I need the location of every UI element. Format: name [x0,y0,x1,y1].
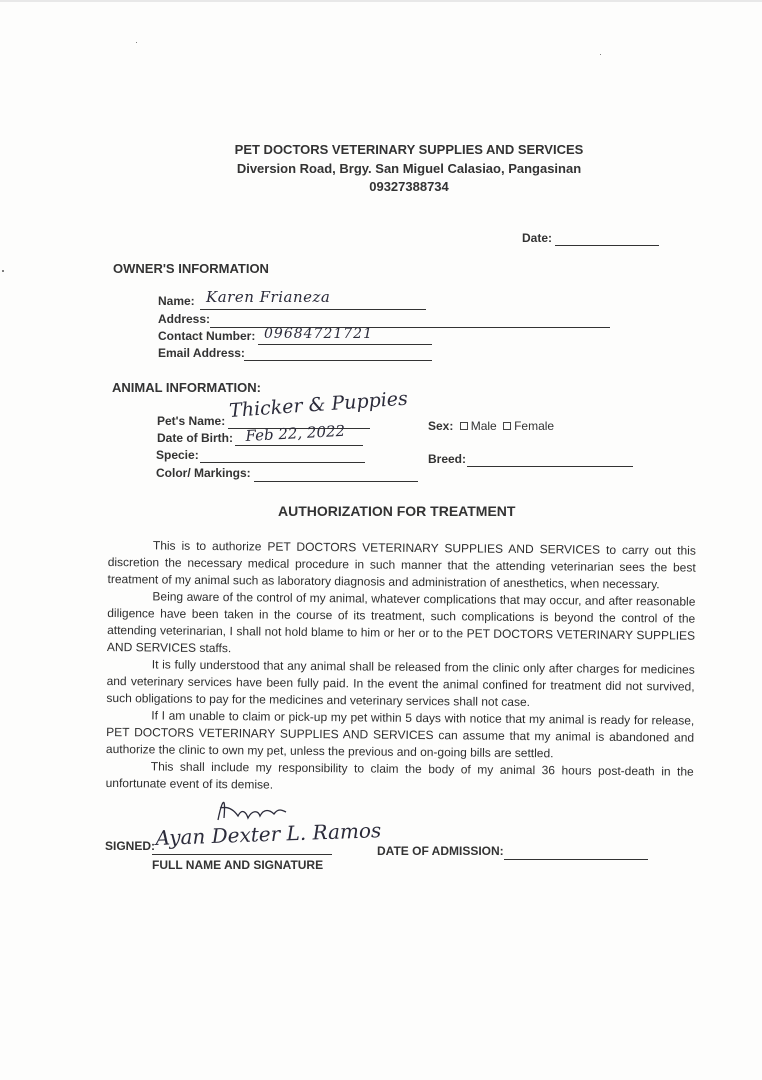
signed-label: SIGNED: [105,839,156,853]
scan-speck [136,42,137,43]
sex-label: Sex: [428,419,454,433]
authorization-title: AUTHORIZATION FOR TREATMENT [278,503,516,519]
animal-section-title: ANIMAL INFORMATION: [112,380,261,395]
company-address: Diversion Road, Brgy. San Miguel Calasiao, Pangasinan [236,161,582,176]
signature-caption: FULL NAME AND SIGNATURE [152,858,324,872]
authorization-paragraph: Being aware of the control of my animal, whatever complications that may occur, and after reasonable diligence have been taken in the course of its treatment, such complications is beyond the control of the attending veterinarian, I shall not hold blame to him or her or to the PET DOCTORS VETERINARY SUPPLIES AND SERVICES staffs. [106,589,696,656]
owner-email-field[interactable] [244,360,432,361]
authorization-body [106,537,696,798]
pet-name-value: Thicker & Puppies [228,387,409,422]
breed-label: Breed: [428,452,467,466]
scan-speck [600,54,601,55]
admission-label: DATE OF ADMISSION: [377,844,504,858]
company-phone: 09327388734 [369,179,449,194]
date-field[interactable] [555,245,659,246]
owner-name-field[interactable] [200,309,426,310]
authorization-paragraph: It is fully understood that any animal shall be released from the clinic only after charges for medicines and veterinary services have been fully paid. In the event the animal confined for treatment did not survived, such obligations to pay for the medicines and veterinary services shall not case. [106,657,695,710]
scan-edge [0,0,762,2]
owner-section-title: OWNER'S INFORMATION [113,261,269,276]
sex-field [428,419,554,433]
male-label: Male [470,419,497,433]
owner-contact-field[interactable] [258,344,432,345]
signed-name-value: Ayan Dexter L. Ramos [155,818,382,850]
female-label: Female [514,419,555,433]
authorization-paragraph: If I am unable to claim or pick-up my pet within 5 days with notice that my animal is ready for release, PET DOCTORS VETERINARY SUPPLIES AND SERVICES can assume that my animal is abandoned and authorize the clinic to own my pet, unless the previous and on-going bills are settled. [105,708,695,761]
company-name: PET DOCTORS VETERINARY SUPPLIES AND SERVICES [234,142,584,157]
specie-label: Specie: [156,448,199,462]
breed-field[interactable] [467,466,633,467]
owner-email-label: Email Address: [158,346,245,360]
specie-field[interactable] [200,462,365,463]
owner-name-label: Name: [158,294,195,308]
female-checkbox[interactable] [503,422,511,430]
male-checkbox[interactable] [460,422,468,430]
owner-contact-value: 09684721721 [264,326,373,342]
dob-value: Feb 22, 2022 [245,421,346,445]
admission-date-field[interactable] [504,859,648,860]
date-label: Date: [522,231,553,245]
pet-name-label: Pet's Name: [157,414,226,428]
signature-field[interactable] [152,854,332,855]
authorization-paragraph: This is to authorize PET DOCTORS VETERINARY SUPPLIES AND SERVICES to carry out this discretion the necessary medical procedure in such manner that the attending veterinarian sees the best treatment of my animal such as laboratory diagnosis and administration of anesthetics, when necessary. [107,538,696,592]
owner-address-label: Address: [158,312,211,326]
color-markings-field[interactable] [254,481,418,482]
owner-contact-label: Contact Number: [158,329,256,343]
owner-name-value: Karen Frianeza [206,288,331,306]
color-markings-label: Color/ Markings: [156,466,251,480]
authorization-paragraph: This shall include my responsibility to claim the body of my animal 36 hours post-death in the unfortunate event of its demise. [105,759,694,792]
dob-label: Date of Birth: [157,431,233,445]
scan-speck [2,270,4,272]
dob-field[interactable] [235,445,363,446]
